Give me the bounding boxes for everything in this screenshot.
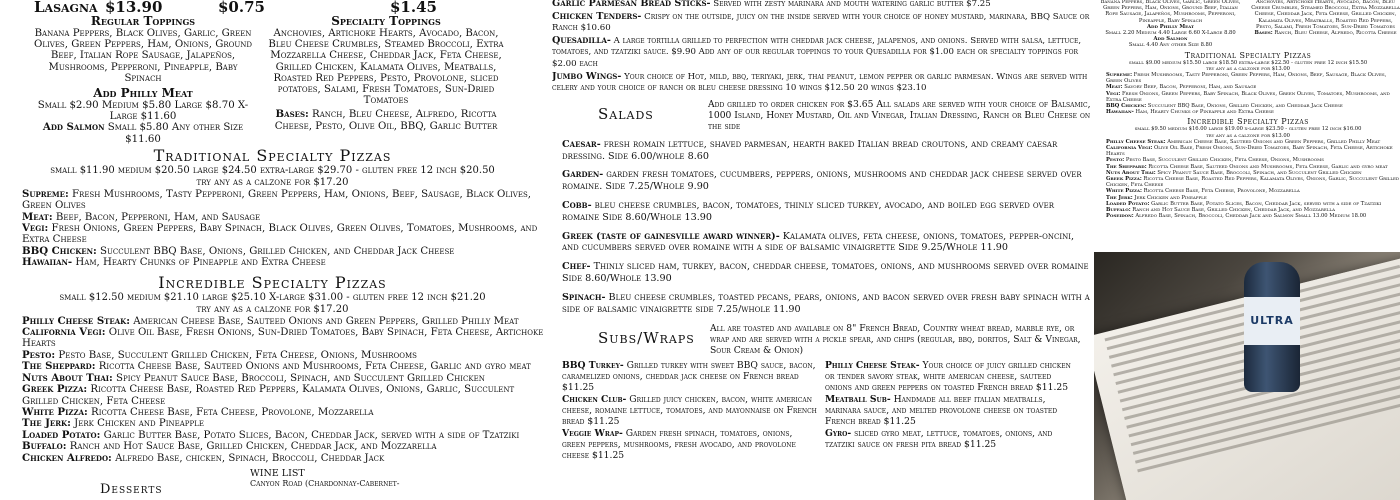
menu-item-name: Pesto: — [1106, 157, 1125, 164]
menu-item-desc: Thinly sliced ham, turkey, bacon, cheddar cheese, tomatoes, onions, and mushrooms served over romaine Side 8.60/Whole 13.90 — [562, 261, 1089, 284]
specialty-toppings-text: Anchovies, Artichoke Hearts, Avocado, Bacon, Bleu Cheese Crumbles, Steamed Broccoli, Extra Mozzarella Cheese, Cheddar Jack, Feta Cheese, Grilled Chicken, Kalamata Olives, Meatballs, Roasted Red Peppers, Pesto, Provolone, sliced potatoes, Salami, Fresh Tomatoes, Sun-Dried Tomatoes — [268, 28, 504, 107]
menu-item — [0, 223, 545, 246]
appetizer-list — [552, 0, 1092, 95]
menu-item-name: White Pizza: — [1106, 188, 1142, 195]
incredible-pizzas-title: Incredible Specialty Pizzas — [158, 272, 387, 292]
salads-header — [552, 99, 1092, 132]
small-salmon-text: Small 4.40 Any other Size 8.80 — [1128, 42, 1213, 49]
menu-item-desc: Your choice of Hot, mild, bbq, teriyaki, jerk, thai peanut, lemon pepper or garlic parmesan. Wings are served with celery and your choice of ranch or bleu cheese dressing 10 wings $12.50 20 wings $23.10 — [552, 71, 1088, 94]
menu-item-desc: Pesto Base, Succulent Grilled Chicken, Feta Cheese, Onions, Mushrooms — [58, 349, 417, 361]
small-salmon-heading: Add Salmon — [1153, 36, 1188, 43]
menu-item-name: California Vegi: — [1106, 145, 1153, 152]
menu-item-name: Meat: — [1106, 84, 1123, 91]
menu-item — [825, 360, 1080, 393]
subs-title: Subs/Wraps — [598, 329, 695, 348]
menu-item-desc: Served with zesty marinara and mouth watering garlic butter $7.25 — [713, 0, 991, 9]
menu-item-name: Philly Cheese Steak: — [1106, 138, 1166, 145]
menu-item-desc: bleu cheese crumbles, bacon, tomatoes, thinly sliced turkey, avocado, and boiled egg served over romaine Side 8.60/Whole 13.90 — [562, 199, 1054, 223]
menu-item-desc: Ricotta Cheese Base, Sauteed Onions and Mushrooms, Feta Cheese, Garlic and gyro meat — [1148, 163, 1388, 170]
menu-item-name: Loaded Potato: — [1106, 200, 1150, 207]
menu-item — [0, 453, 545, 464]
menu-item — [552, 139, 1092, 163]
menu-item — [0, 257, 545, 268]
menu-item — [1106, 176, 1400, 188]
menu-item-desc: Savory Beef, Bacon, Pepperoni, Ham, and Sausage — [1124, 84, 1257, 91]
lasagna-price: $13.90 — [105, 0, 163, 16]
menu-item-name: Greek Pizza: — [22, 383, 88, 396]
menu-item-desc: Beef, Bacon, Pepperoni, Ham, and Sausage — [55, 211, 261, 223]
menu-item — [552, 0, 1092, 11]
menu-item-desc: Bleu cheese crumbles, toasted pecans, pears, onions, and bacon served over fresh baby spinach with a side of balsamic vinaigrette side 7.25/whole 11.90 — [562, 291, 1090, 315]
menu-item-name: Pesto: — [22, 348, 56, 361]
menu-item — [552, 292, 1092, 316]
menu-item-name: Quesadilla- — [552, 34, 611, 46]
menu-item-desc: Garlic Butter Base, Potato Slices, Bacon, Cheddar Jack, served with a side of Tzatziki — [103, 429, 520, 441]
small-philly-text: Small 2.20 Medium 4.40 Large 6.60 X-Large 8.80 — [1105, 30, 1236, 37]
menu-item-name: Poseidon: — [1106, 213, 1134, 220]
menu-item-name: Chef- — [562, 261, 591, 273]
small-incredible-prices: small $9.50 medium $16.00 large $19.00 x-large $23.50 - gluten free 12 inch $16.00 — [1134, 126, 1362, 133]
salads-intro: Add grilled to order chicken for $3.65 All salads are served with your choice of Balsamic, 1000 Island, Honey Mustard, Oil and Vinegar, Italian Dressing, Ranch or Bleu Cheese on the side — [708, 98, 1091, 132]
menu-item — [1106, 109, 1400, 115]
menu-item-name: BBQ Chicken: — [22, 244, 97, 257]
menu-item-desc: Ranch and Hot Sauce Base, Grilled Chicken, Cheddar Jack, and Mozzarella — [1132, 207, 1335, 214]
small-traditional-calzone: try any as a calzone for $13.00 — [1206, 65, 1290, 72]
menu-item-desc: Succulent BBQ Base, Onions, Grilled Chicken, and Cheddar Jack Cheese — [1147, 103, 1343, 110]
menu-item-desc: Ranch and Hot Sauce Base, Grilled Chicken, Cheddar Jack, and Mozzarella — [69, 441, 437, 453]
menu-item-name: Garlic Parmesan Bread Sticks- — [552, 0, 711, 9]
menu-item-desc: Jerk Chicken and Pineapple — [74, 418, 204, 430]
menu-item — [552, 71, 1092, 95]
menu-item-desc: Succulent BBQ Base, Onions, Grilled Chicken, and Cheddar Jack Cheese — [100, 245, 455, 257]
small-incredible-title: Incredible Specialty Pizzas — [1187, 117, 1309, 127]
incredible-calzone: try any as a calzone for $17.20 — [196, 303, 349, 315]
subs-intro: All are toasted and available on 8" French Bread, Country wheat bread, marble rye, or wrap and are served with a pickle spear, and chips (regular, bbq, doritos, Salt & Vinegar, Sour Cream & Onion) — [710, 323, 1081, 357]
menu-item — [552, 169, 1092, 193]
traditional-calzone: try any as a calzone for $17.20 — [196, 176, 349, 188]
menu-item — [0, 246, 545, 257]
incredible-pizza-list — [0, 316, 545, 464]
beer-label: ULTRA — [1244, 297, 1300, 345]
subs-left-list — [562, 360, 817, 462]
regular-toppings-heading: Regular Toppings — [90, 14, 196, 28]
menu-item — [552, 200, 1092, 224]
lasagna-name: Lasagna — [34, 0, 98, 16]
menu-column-salads-subs — [552, 0, 1092, 500]
wine-list-title: WINE LIST — [250, 467, 305, 479]
menu-item-desc: Ham, Hearty Chunks of Pineapple and Extra Cheese — [1135, 109, 1274, 116]
lasagna-price-2: $0.75 — [218, 0, 265, 16]
traditional-pizza-list — [0, 189, 545, 269]
small-bases-text: Ranch, Bleu Cheese, Alfredo, Ricotta Cheese — [1274, 30, 1397, 37]
menu-item-name: Nuts About Thai: — [1106, 169, 1156, 176]
menu-item-name: Veggie Wrap- — [562, 428, 623, 440]
menu-item-desc: Ricotta Cheese Base, Roasted Red Peppers, Kalamata Olives, Onions, Garlic, Succulent Grilled Chicken, Feta Cheese — [22, 384, 515, 407]
menu-item-name: Cobb- — [562, 199, 592, 211]
menu-item — [825, 428, 1080, 450]
small-specialty-toppings-text: Anchovies, Artichoke Hearts, Avocado, Bacon, Bleu Cheese Crumbles, Steamed Broccoli, Extra Mozzarella Cheese, Cheddar Jack, Feta Cheese, Grilled Chicken, Kalamata Olives, Meatballs, Roasted Red Peppers, Pesto, Salami, Fresh Tomatoes, Sun-Dried Tomatoes — [1251, 0, 1400, 30]
menu-item-name: Philly Cheese Steak: — [22, 314, 130, 327]
menu-item-name: Jumbo Wings- — [552, 70, 622, 82]
menu-item-desc: Your choice of juicy grilled chicken or tender savory steak, white american cheese, sauteed onions and green peppers on toasted French bread $11.25 — [825, 360, 1071, 394]
menu-item-name: Chicken Club- — [562, 394, 627, 406]
small-regular-toppings-text: Banana Peppers, Black Olives, Garlic, Green Olives, Green Peppers, Ham, Onions, Ground Beef, Italian Rope Sausage, Jalapeños, Mushrooms, Pepperoni, Pineapple, Baby Spinach — [1100, 0, 1241, 24]
menu-item-desc: American Cheese Base, Sauteed Onions and Green Peppers, Grilled Philly Meat — [133, 315, 519, 327]
philly-meat-heading: Add Philly Meat — [93, 86, 193, 101]
menu-item-desc: Ricotta Cheese Base, Sauteed Onions and Mushrooms, Feta Cheese, Garlic and gyro meat — [98, 361, 531, 373]
menu-item-desc: Ricotta Cheese Base, Feta Cheese, Provolone, Mozzarella — [91, 406, 374, 418]
menu-item — [825, 394, 1080, 427]
menu-item-desc: sliced gyro meat, lettuce, tomatoes, onions, and tzatziki sauce on fresh pita bread $11.25 — [825, 428, 1053, 451]
menu-item-desc: Handmade all beef italian meatballs, marinara sauce, and melted provolone cheese on toasted French bread $11.25 — [825, 394, 1058, 428]
subs-right-list — [825, 360, 1080, 462]
regular-toppings-block — [34, 14, 252, 145]
menu-item-desc: Spicy Peanut Sauce Base, Broccoli, Spinach, and Succulent Grilled Chicken — [116, 372, 485, 384]
add-salmon-text: Small $5.80 Any other Size $11.60 — [107, 122, 244, 145]
menu-item-desc: Alfredo Base, chicken, Spinach, Broccoli, Cheddar Jack — [115, 452, 385, 464]
menu-item-name: Buffalo: — [1106, 207, 1131, 214]
menu-item-desc: Garden fresh spinach, tomatoes, onions, green peppers, mushrooms, fresh avocado, and provolone cheese $11.25 — [562, 428, 796, 462]
menu-item-desc: Olive Oil Base, Fresh Onions, Sun-Dried Tomatoes, Baby Spinach, Feta Cheese, Artichoke Hearts — [1106, 145, 1393, 158]
menu-item-name: Philly Cheese Steak- — [825, 360, 920, 372]
menu-item-desc: Ricotta Cheese Base, Roasted Red Peppers, Kalamata Olives, Onions, Garlic, Succulent Grilled Chicken, Feta Cheese — [1106, 176, 1400, 189]
menu-item-name: White Pizza: — [22, 405, 88, 418]
menu-item-name: The Sheppard: — [22, 360, 96, 373]
menu-item-desc: Crispy on the outside, juicy on the inside served with your choice of honey mustard, marinara, BBQ Sauce or Ranch $10.60 — [552, 11, 1090, 34]
menu-item-desc: Alfredo Base, Spinach, Broccoli, Cheddar Jack and Salmon Small 13.00 Medium 18.00 — [1135, 213, 1367, 220]
menu-item — [552, 261, 1092, 285]
menu-item-name: Chicken Tenders- — [552, 10, 642, 22]
menu-item-desc: Olive Oil Base, Fresh Onions, Sun-Dried Tomatoes, Baby Spinach, Feta Cheese, Artichoke Hearts — [22, 327, 544, 350]
menu-item-desc: Kalamata olives, feta cheese, onions, tomatoes, pepper-oncini, and cucumbers served over romaine with a side of balsamic vinaigrette Side 9.25/Whole 11.90 — [562, 230, 1075, 254]
menu-item-name: Greek (taste of gainesville award winner)- — [562, 230, 780, 242]
add-salmon-label: Add Salmon — [42, 121, 105, 134]
menu-item — [562, 360, 817, 393]
menu-item — [0, 407, 545, 418]
menu-item-desc: Grilled turkey with sweet BBQ sauce, bacon, caramelized onions, cheddar jack cheese on French bread $11.25 — [562, 360, 816, 394]
menu-item — [562, 394, 817, 427]
desserts-heading: Desserts — [100, 481, 163, 497]
salads-title: Salads — [598, 104, 654, 123]
bases-text: Ranch, Bleu Cheese, Alfredo, Ricotta Cheese, Pesto, Olive Oil, BBQ, Garlic Butter — [274, 109, 498, 132]
menu-item — [1106, 91, 1400, 103]
menu-item-name: Chicken Alfredo: — [22, 451, 112, 464]
menu-item — [0, 189, 545, 212]
wine-list-first: Canyon Road (Chardonnay-Cabernet- — [250, 478, 400, 488]
menu-item-desc: A large tortilla grilled to perfection with cheddar jack cheese, jalapenos, and onions. Served with salsa, lettuce, tomatoes, and tzatziki sauce. $9.90 Add any of our regular toppings to your Quesadilla for $1.00 each or specialty toppings for $2.00 each — [552, 35, 1082, 69]
menu-item-name: California Vegi: — [22, 326, 106, 339]
menu-item-name: Buffalo: — [22, 440, 67, 453]
menu-item-name: Loaded Potato: — [22, 428, 101, 441]
menu-item-desc: Garlic Butter Base, Potato Slices, Bacon, Cheddar Jack, served with a side of Tzatziki — [1151, 200, 1382, 207]
small-philly-heading: Add Philly Meat — [1146, 23, 1194, 30]
menu-photo — [1094, 252, 1400, 500]
menu-item-desc: Fresh Onions, Green Peppers, Baby Spinach, Black Olives, Green Olives, Tomatoes, Mushrooms, and Extra Cheese — [1106, 90, 1390, 103]
menu-item — [552, 231, 1092, 255]
menu-item-name: Hawaiian- — [22, 256, 73, 269]
menu-item-name: The Jerk: — [22, 417, 71, 430]
traditional-pizzas-title: Traditional Specialty Pizzas — [153, 145, 392, 165]
menu-item-name: Greek Pizza: — [1106, 176, 1142, 183]
menu-item-desc: Grilled juicy chicken, bacon, white american cheese, romaine lettuce, tomatoes, and mayonnaise on French bread $11.25 — [562, 394, 817, 428]
regular-toppings-text: Banana Peppers, Black Olives, Garlic, Green Olives, Green Peppers, Ham, Onions, Ground Beef, Italian Rope Sausage, Jalapeños, Mushrooms, Pepperoni, Pineapple, Baby Spinach — [34, 28, 252, 84]
menu-item-desc: Fresh Mushrooms, Tasty Pepperoni, Green Peppers, Ham, Onions, Beef, Sausage, Black Olives, Green Olives — [1106, 72, 1387, 85]
small-incredible-list — [1096, 139, 1400, 220]
menu-item-name: Meat: — [22, 210, 53, 223]
menu-item-name: BBQ Chicken: — [1106, 103, 1147, 110]
incredible-prices: small $12.50 medium $21.10 large $25.10 X-large $31.00 - gluten free 12 inch $21.20 — [59, 291, 486, 303]
menu-item — [0, 430, 545, 441]
small-traditional-prices: small $9.00 medium $15.50 large $18.50 extra-large $22.50 - gluten free 12 inch $15.50 — [1128, 59, 1368, 66]
small-traditional-list — [1096, 72, 1400, 115]
traditional-prices: small $11.90 medium $20.50 large $24.50 extra-large $29.70 - gluten free 12 inch $20.50 — [50, 164, 495, 176]
menu-item-name: Garden- — [562, 169, 604, 181]
specialty-toppings-block — [266, 14, 506, 145]
specialty-toppings-heading: Specialty Toppings — [331, 14, 441, 28]
menu-item — [552, 35, 1092, 71]
salad-list — [552, 139, 1092, 316]
menu-item-name: Caesar- — [562, 138, 601, 150]
menu-item-name: Vegi: — [22, 222, 49, 235]
small-traditional-title: Traditional Specialty Pizzas — [1184, 50, 1312, 60]
menu-item-name: The Sheppard: — [1106, 163, 1147, 170]
menu-item-name: Nuts About Thai: — [22, 371, 113, 384]
menu-item-desc: American Cheese Base, Sauteed Onions and Green Peppers, Grilled Philly Meat — [1167, 138, 1381, 145]
menu-item — [562, 428, 817, 461]
menu-item-desc: fresh romain lettuce, shaved parmesan, hearth baked Italian bread croutons, and creamy caesar dressing. Side 6.00/whole 8.60 — [562, 138, 1058, 162]
menu-item — [0, 327, 545, 350]
menu-item — [1106, 213, 1400, 219]
menu-item-name: Supreme: — [1106, 72, 1133, 79]
bases-label: Bases: — [275, 108, 309, 121]
menu-item-desc: Fresh Onions, Green Peppers, Baby Spinach, Black Olives, Green Olives, Tomatoes, Mushrooms, and Extra Cheese — [22, 223, 538, 246]
menu-item — [0, 384, 545, 407]
menu-column-pizza — [0, 0, 545, 500]
menu-item-name: Supreme: — [22, 187, 69, 200]
small-bases-label: Bases: — [1254, 30, 1273, 37]
menu-item-name: Hawaiian- — [1106, 109, 1134, 116]
menu-item — [1106, 145, 1400, 157]
small-incredible-calzone: try any as a calzone for $13.00 — [1206, 132, 1290, 139]
menu-item-name: Meatball Sub- — [825, 394, 891, 406]
subs-header — [552, 323, 1092, 356]
menu-item-name: Spinach- — [562, 291, 606, 303]
menu-item-name: Vegi: — [1106, 90, 1121, 97]
lasagna-price-3: $1.45 — [390, 0, 437, 16]
menu-item — [0, 212, 545, 223]
menu-item-desc: Spicy Peanut Sauce Base, Broccoli, Spinach, and Succulent Grilled Chicken — [1157, 169, 1362, 176]
menu-item-desc: Fresh Mushrooms, Tasty Pepperoni, Green Peppers, Ham, Onions, Beef, Sausage, Black Olives, Green Olives — [22, 188, 532, 212]
philly-meat-text: Small $2.90 Medium $5.80 Large $8.70 X-Large $11.60 — [37, 100, 249, 123]
menu-item — [552, 11, 1092, 35]
menu-item — [1106, 72, 1400, 84]
menu-item-desc: Ricotta Cheese Base, Feta Cheese, Provolone, Mozzarella — [1143, 188, 1300, 195]
menu-item-name: BBQ Turkey- — [562, 360, 624, 372]
menu-item-desc: Pesto Base, Succulent Grilled Chicken, Feta Cheese, Onions, Mushrooms — [1125, 157, 1324, 164]
lasagna-line — [0, 0, 545, 14]
menu-item-name: The Jerk: — [1106, 194, 1133, 201]
menu-column-small — [1096, 0, 1400, 250]
menu-item-desc: Jerk Chicken and Pineapple — [1134, 194, 1207, 201]
menu-item-name: Gyro- — [825, 428, 852, 440]
menu-item-desc: garden fresh tomatoes, cucumbers, peppers, onions, mushrooms and cheddar jack cheese served over romaine. Side 7.25/Whole 9.90 — [562, 169, 1082, 193]
menu-item-desc: Ham, Hearty Chunks of Pineapple and Extra Cheese — [75, 257, 326, 269]
